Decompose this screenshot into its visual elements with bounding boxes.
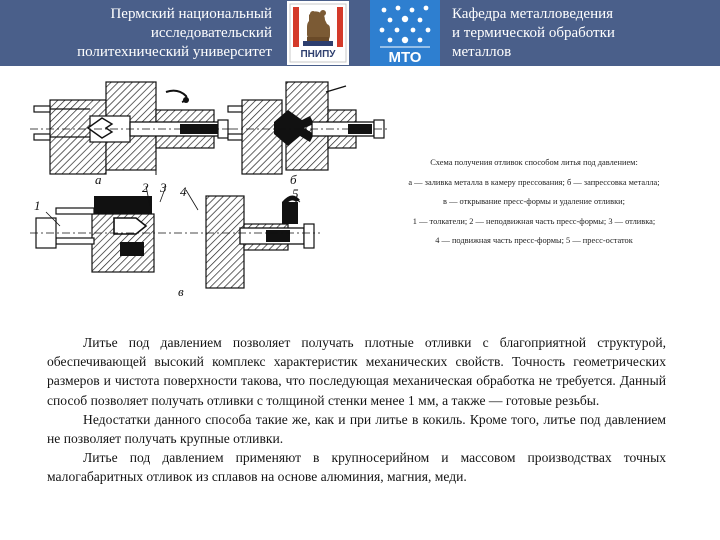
university-line: Пермский национальный	[110, 6, 272, 22]
university-name	[28, 5, 272, 62]
paragraph: Литье под давлением позволяет получать плотные отливки с благоприятной структурой, обеспечивающей высокий комплекс характеристик механических свойств. Точность геометрических размеров и чистота поверхности такова, что последующая механическая обработка не требуется. Данный способ позволяет получать отливки с толщиной стенки менее 1 мм, а также — готовые резьбы.	[47, 335, 666, 408]
department-line: металлов	[452, 44, 512, 60]
subfigure-a	[30, 82, 230, 187]
university-line: политехнический университет	[77, 44, 272, 60]
caption-line: 4 — подвижная часть пресс-формы; 5 — пресс-остаток	[435, 236, 633, 245]
paragraph: Литье под давлением применяют в крупносерийном и массовом производствах точных малогабаритных отливок из сплавов на основе алюминия, магния, меди.	[47, 450, 666, 485]
department-line: и термической обработки	[452, 25, 615, 41]
sublabel-v: в	[178, 284, 184, 299]
caption-line: в — открывание пресс-формы и удаление отливки;	[443, 197, 625, 206]
part-label-2: 2	[142, 180, 149, 195]
university-line: исследовательский	[150, 25, 272, 41]
caption-line: а — заливка металла в камеру прессования; б — запрессовка металла;	[408, 177, 660, 187]
department-logo	[370, 0, 440, 66]
department-name	[452, 5, 712, 62]
department-line: Кафедра металловедения	[452, 6, 614, 22]
logo1-text: ПНИПУ	[300, 49, 336, 60]
figure-caption	[376, 153, 692, 251]
paragraph: Недостатки данного способа такие же, как и при литье в кокиль. Кроме того, литье под давлением не позволяет получать крупные отливки.	[47, 411, 666, 447]
header-band	[0, 0, 720, 66]
subfigure-v	[30, 180, 320, 299]
caption-line: 1 — толкатели; 2 — неподвижная часть пресс-формы; 3 — отливка;	[412, 216, 656, 226]
caption-line: Схема получения отливок способом литья под давлением:	[430, 158, 638, 167]
sublabel-b: б	[290, 172, 297, 187]
logo2-text: МТО	[388, 49, 422, 66]
university-logo	[287, 1, 349, 65]
sublabel-a: а	[95, 172, 102, 187]
subfigure-b	[228, 82, 390, 187]
body-text	[47, 333, 666, 487]
part-label-3: 3	[160, 180, 167, 195]
part-label-5: 5	[292, 186, 299, 201]
part-label-4: 4	[180, 184, 187, 199]
part-label-1: 1	[34, 198, 41, 213]
